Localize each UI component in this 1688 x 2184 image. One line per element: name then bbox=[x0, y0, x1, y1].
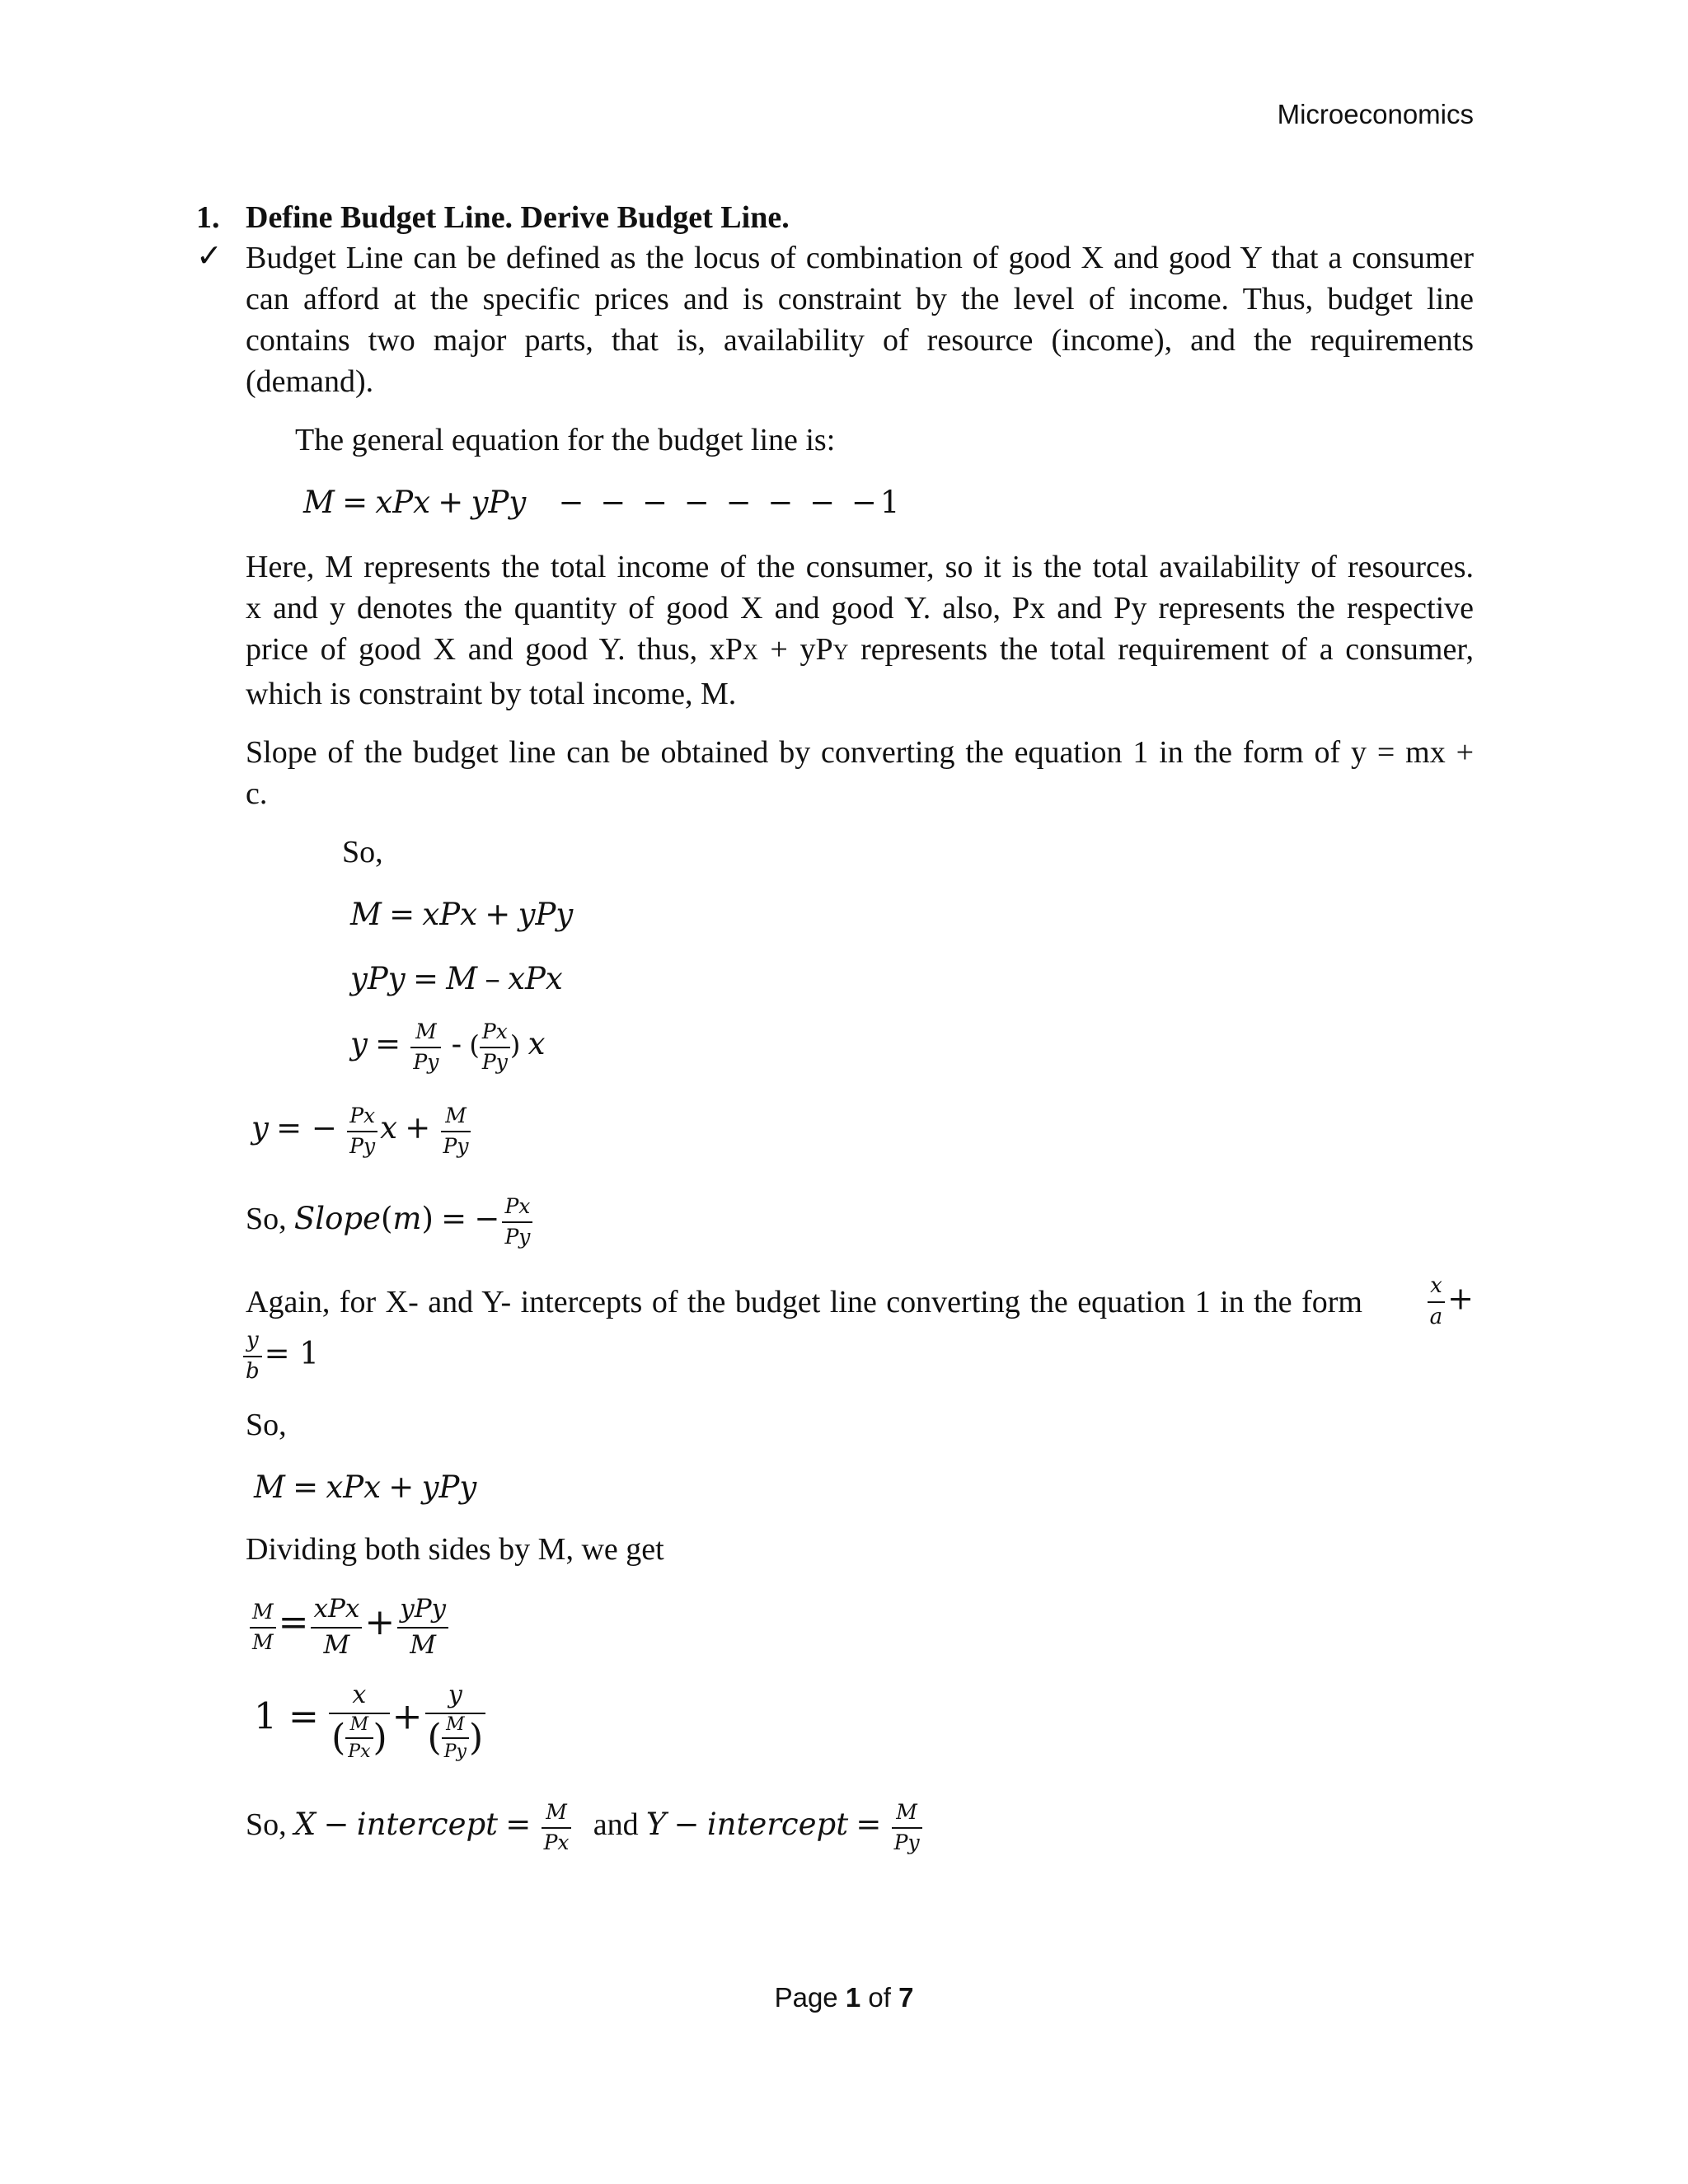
derivation-step-4: y = − $\frac{Px}{Py}$ x + $\frac{M}{Py}$ bbox=[251, 1104, 473, 1159]
explanation-line-2: x and y denotes the quantity of good X and good Y. also, Px and Py represents the respective bbox=[246, 591, 1474, 626]
slope-so-label: So, bbox=[342, 835, 383, 869]
divide-step-1: $\frac{M}{M}$ = $\frac{\text{xPx}}{M}$ + $\frac{\text{yPy}}{M}$ bbox=[247, 1595, 451, 1660]
page-footer: Page 1 of 7 bbox=[774, 1982, 914, 2013]
slope-result-so: So, bbox=[246, 1202, 287, 1237]
explanation-line-4: which is constraint by total income, M. bbox=[246, 677, 737, 711]
general-equation-intro: The general equation for the budget line is: bbox=[295, 423, 836, 457]
divide-step-2: 1 = x ( $\frac{M}{Px}$ ) + y ( $\frac{M}{Py}$ ) bbox=[254, 1681, 488, 1762]
definition-line-2: can afford at the specific prices and is constraint by the level of income. Thus, budget line bbox=[246, 282, 1474, 316]
definition-line-3: contains two major parts, that is, availability of resource (income), and the requirements bbox=[246, 323, 1474, 358]
intercept-form-tail: $\frac{y}{b}$ = 1 bbox=[241, 1329, 319, 1385]
intercept-line-1: Again, for X- and Y- intercepts of the budget line converting the equation 1 in the form $\frac{x}{a}$ + bbox=[246, 1273, 1474, 1329]
derivation-step-3: y = $\frac{M}{Py}$ - ( $\frac{Px}{Py}$ ) x bbox=[350, 1019, 546, 1074]
page-header: Microeconomics bbox=[1277, 99, 1474, 129]
intercept-conclusion: So, X − intercept = $\frac{M}{Px}$ and Y − intercept = $\frac{M}{Py}$ bbox=[246, 1801, 925, 1855]
explanation-line-3: price of good X and good Y. thus, xPX + yPY represents the total requirement of a consumer, bbox=[246, 632, 1474, 667]
derivation-step-1: M = xPx + yPy bbox=[350, 897, 574, 932]
slope-paragraph bbox=[246, 732, 1474, 814]
check-mark-bullet: ✓ bbox=[196, 239, 223, 274]
definition-paragraph bbox=[246, 237, 1474, 402]
slope-line-1: Slope of the budget line can be obtained by converting the equation 1 in the form of y = mx + bbox=[246, 735, 1474, 770]
derivation-step-2: yPy = M – xPx bbox=[350, 961, 563, 996]
equation-number: 1 bbox=[879, 485, 900, 520]
explanation-paragraph bbox=[246, 546, 1474, 715]
definition-line-4: (demand). bbox=[246, 364, 374, 399]
explanation-line-1: Here, M represents the total income of the consumer, so it is the total availability of resources. bbox=[246, 550, 1474, 584]
slope-result: So, Slope(m) = − $\frac{Px}{Py}$ bbox=[246, 1195, 535, 1249]
question-number: 1. bbox=[196, 200, 220, 235]
intercept-so-label: So, bbox=[246, 1408, 287, 1442]
question-title: Define Budget Line. Derive Budget Line. bbox=[246, 200, 790, 235]
dividing-text: Dividing both sides by M, we get bbox=[246, 1532, 664, 1567]
intercept-equation: M = xPx + yPy bbox=[254, 1469, 477, 1505]
definition-line-1: Budget Line can be defined as the locus of combination of good X and good Y that a consumer bbox=[246, 241, 1474, 275]
general-equation: M = xPx + yPy − − − − − − − −1 bbox=[303, 485, 900, 520]
slope-line-2: c. bbox=[246, 776, 268, 811]
